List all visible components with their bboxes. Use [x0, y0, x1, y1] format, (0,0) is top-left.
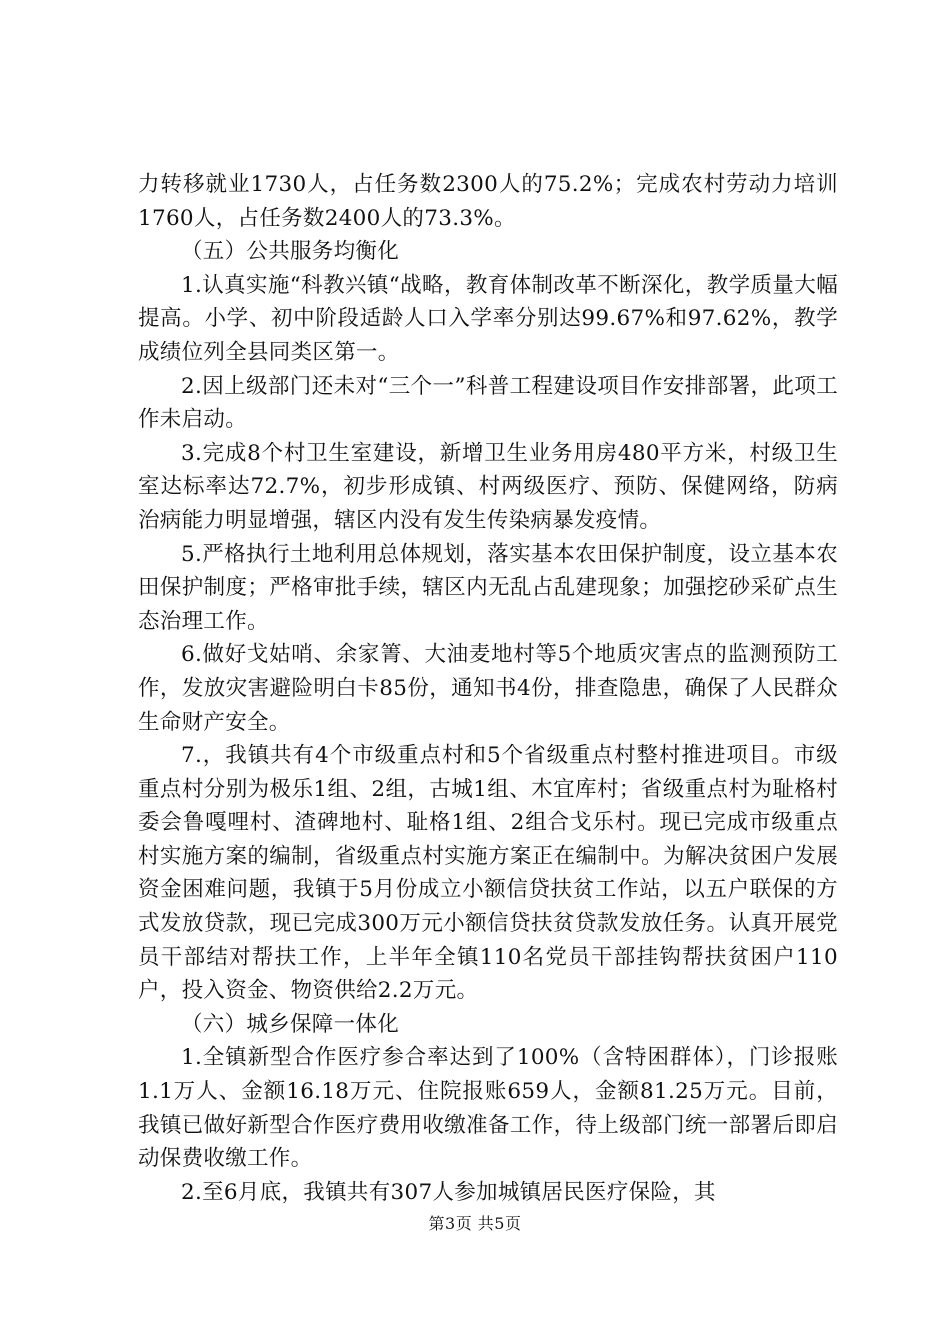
- paragraph-item-1: 1.认真实施“科教兴镇“战略，教育体制改革不断深化，教学质量大幅提高。小学、初中阶段适龄人口入学率分别达99.67%和97.62%，教学成绩位列全县同类区第一。: [138, 272, 838, 365]
- paragraph-item-3: 3.完成8个村卫生室建设，新增卫生业务用房480平方米，村级卫生室达标率达72.7%，初步形成镇、村两级医疗、预防、保健网络，防病治病能力明显增强，辖区内没有发生传染病暴发疫情。: [138, 440, 838, 533]
- paragraph-item-6: 6.做好戈姑哨、余家箐、大油麦地村等5个地质灾害点的监测预防工作，发放灾害避险明白卡85份，通知书4份，排查隐患，确保了人民群众生命财产安全。: [138, 642, 838, 735]
- paragraph-continued: 力转移就业1730人，占任务数2300人的75.2%；完成农村劳动力培训1760人，占任务数2400人的73.3%。: [138, 172, 838, 231]
- paragraph-item-6-1: 1.全镇新型合作医疗参合率达到了100%（含特困群体），门诊报账1.1万人、金额16.18万元、住院报账659人，金额81.25万元。目前，我镇已做好新型合作医疗费用收缴准备工作，待上级部门统一部署后即启动保费收缴工作。: [138, 1045, 838, 1172]
- paragraph-item-2: 2.因上级部门还未对“三个一”科普工程建设项目作安排部署，此项工作未启动。: [138, 373, 838, 433]
- paragraph-item-5: 5.严格执行土地利用总体规划，落实基本农田保护制度，设立基本农田保护制度；严格审批手续，辖区内无乱占乱建现象；加强挖砂采矿点生态治理工作。: [138, 541, 838, 634]
- section-heading-5: （五）公共服务均衡化: [181, 239, 400, 265]
- section-heading-6: （六）城乡保障一体化: [181, 1011, 400, 1037]
- page-footer: 第3页 共5页: [428, 1214, 522, 1233]
- paragraph-item-6-2: 2.至6月底，我镇共有307人参加城镇居民医疗保险，其: [181, 1179, 716, 1205]
- paragraph-item-7: 7.，我镇共有4个市级重点村和5个省级重点村整村推进项目。市级重点村分别为极乐1组、2组，古城1组、木宜库村；省级重点村为耻格村委会鲁嘎哩村、渣碑地村、耻格1组、2组合戈乐村。现已完成市级重点村实施方案的编制，省级重点村实施方案正在编制中。为解决贫困户发展资金困难问题，我镇于5月份成立小额信贷扶贫工作站，以五户联保的方式发放贷款，现已完成300万元小额信贷扶贫贷款发放任务。认真开展党员干部结对帮扶工作，上半年全镇110名党员干部挂钩帮扶贫困户110户，投入资金、物资供给2.2万元。: [138, 743, 838, 1004]
- document-body: [138, 168, 838, 1209]
